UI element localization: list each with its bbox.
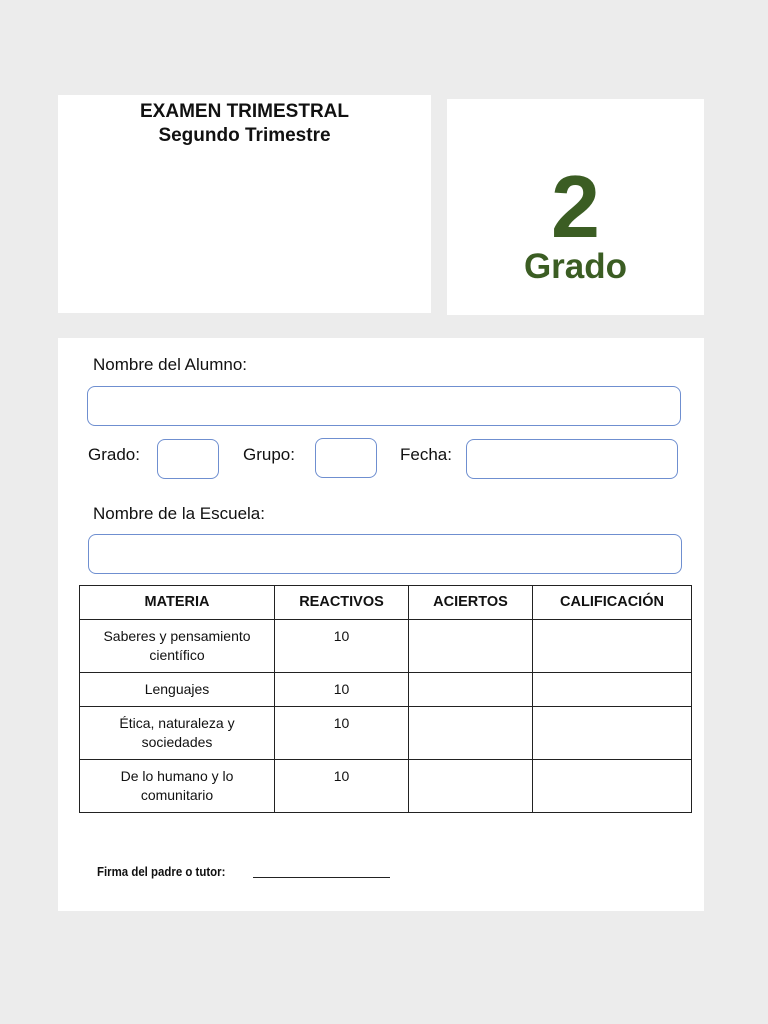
signature-line[interactable]: [253, 877, 390, 878]
materia-cell: Saberes y pensamiento científico: [80, 620, 275, 673]
table-row: [80, 760, 692, 813]
grade-number: 2: [551, 157, 600, 256]
reactivos-cell: 10: [275, 620, 409, 673]
grade-field[interactable]: [157, 439, 219, 479]
group-label: Grupo:: [243, 445, 295, 464]
calificacion-cell[interactable]: [533, 707, 692, 760]
table-row: [80, 707, 692, 760]
calificacion-cell[interactable]: [533, 760, 692, 813]
school-field[interactable]: [88, 534, 682, 574]
school-label: Nombre de la Escuela:: [93, 504, 265, 523]
exam-title: EXAMEN TRIMESTRAL: [140, 101, 349, 122]
materia-cell: Lenguajes: [80, 673, 275, 707]
calificacion-cell[interactable]: [533, 673, 692, 707]
grade-word: Grado: [523, 247, 628, 286]
student-name-field[interactable]: [87, 386, 681, 426]
table-row: [80, 620, 692, 673]
header-reactivos: REACTIVOS: [275, 586, 409, 620]
aciertos-cell[interactable]: [409, 760, 533, 813]
student-name-label: Nombre del Alumno:: [93, 355, 248, 374]
aciertos-cell[interactable]: [409, 707, 533, 760]
reactivos-cell: 10: [275, 673, 409, 707]
aciertos-cell[interactable]: [409, 673, 533, 707]
signature-label: Firma del padre o tutor:: [97, 864, 226, 879]
exam-subtitle: Segundo Trimestre: [158, 125, 331, 146]
header-calificacion: CALIFICACIÓN: [533, 586, 692, 620]
scores-table: [79, 585, 692, 813]
reactivos-cell: 10: [275, 760, 409, 813]
calificacion-cell[interactable]: [533, 620, 692, 673]
reactivos-cell: 10: [275, 707, 409, 760]
date-field[interactable]: [466, 439, 678, 479]
header-aciertos: ACIERTOS: [409, 586, 533, 620]
materia-cell: De lo humano y lo comunitario: [80, 760, 275, 813]
aciertos-cell[interactable]: [409, 620, 533, 673]
student-form-panel: [58, 338, 704, 911]
date-label: Fecha:: [400, 445, 452, 464]
title-panel: [58, 95, 431, 313]
group-field[interactable]: [315, 438, 377, 478]
materia-cell: Ética, naturaleza y sociedades: [80, 707, 275, 760]
grade-label: Grado:: [88, 445, 140, 464]
table-row: [80, 673, 692, 707]
grade-badge-panel: [447, 99, 704, 315]
table-header-row: [80, 586, 692, 620]
header-materia: MATERIA: [80, 586, 275, 620]
